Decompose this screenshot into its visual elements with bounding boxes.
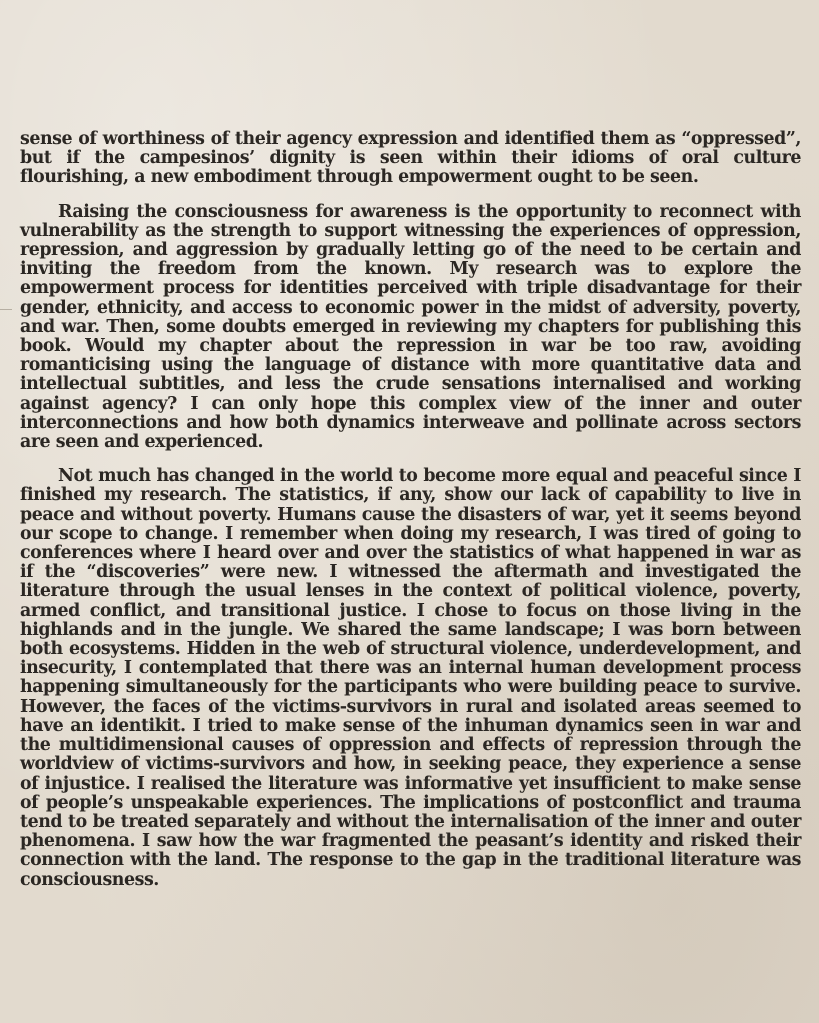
page-edge-mark: [0, 309, 12, 310]
paragraph-continuation: sense of worthiness of their agency expression and identified them as “oppressed”, but if the campesinos’ dignity is seen within their idioms of oral culture flourishing, a new embodiment through empowerment ought to be seen.: [20, 129, 801, 188]
paragraph-research-context: Not much has changed in the world to become more equal and peaceful since I finished my research. The statistics, if any, show our lack of capability to live in peace and without poverty. Humans cause the disasters of war, yet it seems beyond our scope to change. I remember when doing my research, I was tired of going to conferences where I heard over and over the statistics of what happened in war as if the “discoveries” were new. I witnessed the aftermath and investigated the literature through the usual lenses in the context of political violence, poverty, armed conflict, and transitional justice. I chose to focus on those living in the highlands and in the jungle. We shared the same landscape; I was born between both ecosystems. Hidden in the web of structural violence, underdevelopment, and insecurity, I contemplated that there was an internal human development process happening simultaneously for the participants who were building peace to survive. However, the faces of the victims-survivors in rural and isolated areas seemed to have an identikit. I tried to make sense of the inhuman dynamics seen in war and the multidimensional causes of oppression and effects of repression through the worldview of victims-survivors and how, in seeking peace, they experience a sense of injustice. I realised the literature was informative yet insufficient to make sense of people’s unspeakable experiences. The implications of postconflict and trauma tend to be treated separately and without the internalisation of the inner and outer phenomena. I saw how the war fragmented the peasant’s identity and risked their connection with the land. The response to the gap in the traditional literature was consciousness.: [20, 466, 801, 890]
paragraph-consciousness: Raising the consciousness for awareness is the opportunity to reconnect with vulnerability as the strength to support witnessing the experiences of oppression, repression, and aggression by gradually letting go of the need to be certain and inviting the freedom from the known. My research was to explore the empowerment process for identities perceived with triple disadvantage for their gender, ethnicity, and access to economic power in the midst of adversity, poverty, and war. Then, some doubts emerged in reviewing my chapters for publishing this book. Would my chapter about the repression in war be too raw, avoiding romanticising using the language of distance with more quantitative data and intellectual subtitles, and less the crude sensations internalised and working against agency? I can only hope this complex view of the inner and outer interconnections and how both dynamics interweave and pollinate across sectors are seen and experienced.: [20, 201, 801, 453]
body-text: [20, 130, 801, 905]
